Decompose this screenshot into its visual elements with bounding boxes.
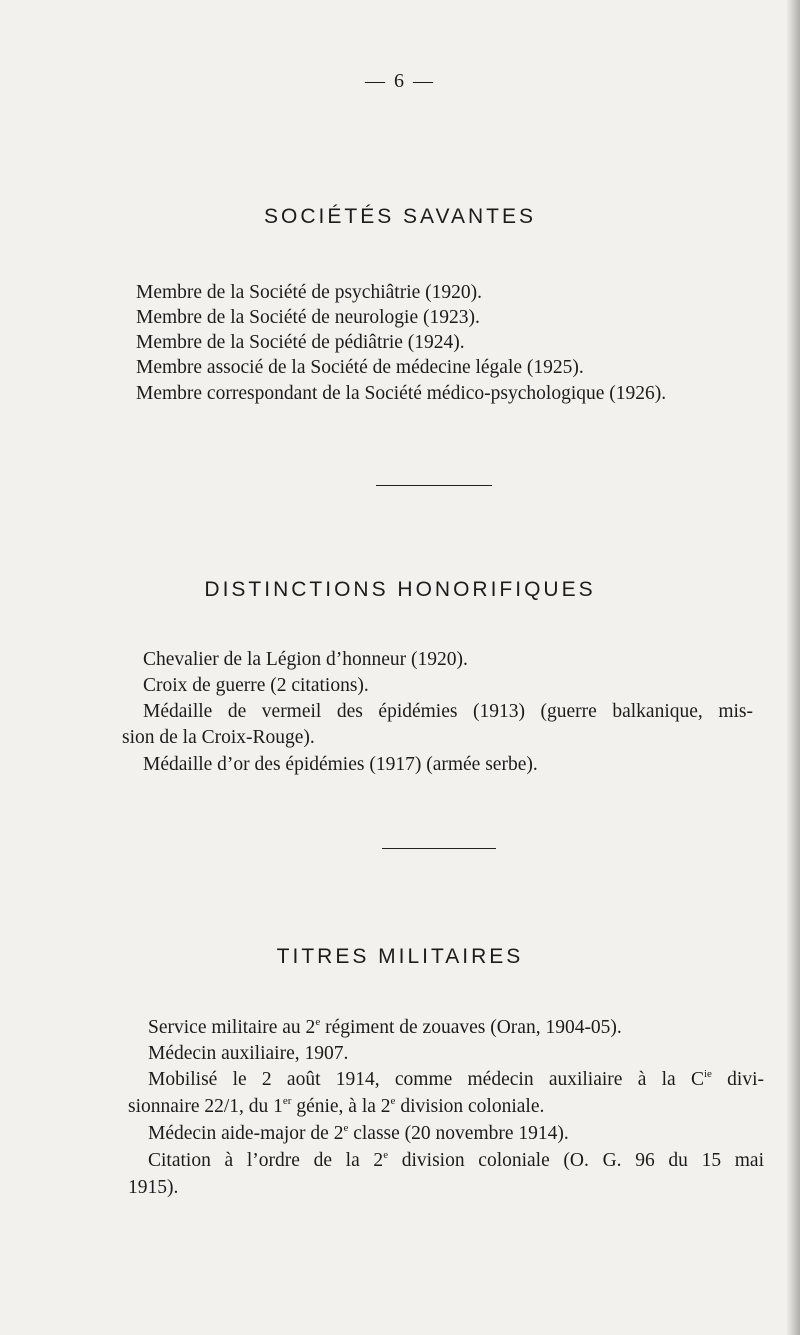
text-line: Médaille de vermeil des épidémies (1913) (guerre balkanique, mis- bbox=[143, 701, 753, 722]
text-line: Citation à l’ordre de la 2e division coloniale (O. G. 96 du 15 mai bbox=[148, 1148, 764, 1171]
text-line: Médecin auxiliaire, 1907. bbox=[148, 1043, 349, 1064]
text-line: Médaille d’or des épidémies (1917) (armée serbe). bbox=[143, 754, 538, 775]
text-line: Médecin aide-major de 2e classe (20 novembre 1914). bbox=[148, 1121, 569, 1144]
page-number: — 6 — bbox=[365, 70, 435, 92]
heading-distinctions-honorifiques: DISTINCTIONS HONORIFIQUES bbox=[204, 578, 596, 601]
text-line: Mobilisé le 2 août 1914, comme médecin auxiliaire à la $C^{ie}$ divi- bbox=[148, 1067, 764, 1090]
heading-societes-savantes: SOCIÉTÉS SAVANTES bbox=[264, 205, 536, 228]
text-line: Membre de la Société de neurologie (1923). bbox=[136, 307, 480, 328]
page-edge-shadow bbox=[786, 0, 800, 1335]
text-line: Service militaire au 2e régiment de zouaves (Oran, 1904-05). bbox=[148, 1015, 622, 1038]
text-line: Membre de la Société de psychiâtrie (1920). bbox=[136, 282, 483, 303]
text-line: sionnaire 22/1, du 1er génie, à la 2e division coloniale. bbox=[128, 1094, 545, 1117]
section-divider bbox=[382, 848, 496, 849]
text-line: Croix de guerre (2 citations). bbox=[143, 675, 369, 696]
text-line: Membre de la Société de pédiâtrie (1924). bbox=[136, 332, 465, 353]
text-line: Membre associé de la Société de médecine légale (1925). bbox=[136, 357, 584, 378]
text-line: Chevalier de la Légion d’honneur (1920). bbox=[143, 649, 468, 670]
section-divider bbox=[376, 485, 492, 486]
text-line: 1915). bbox=[128, 1177, 179, 1198]
text-line: sion de la Croix-Rouge). bbox=[122, 727, 315, 748]
heading-titres-militaires: TITRES MILITAIRES bbox=[276, 945, 524, 968]
text-line: Membre correspondant de la Société médico-psychologique (1926). bbox=[136, 383, 667, 404]
